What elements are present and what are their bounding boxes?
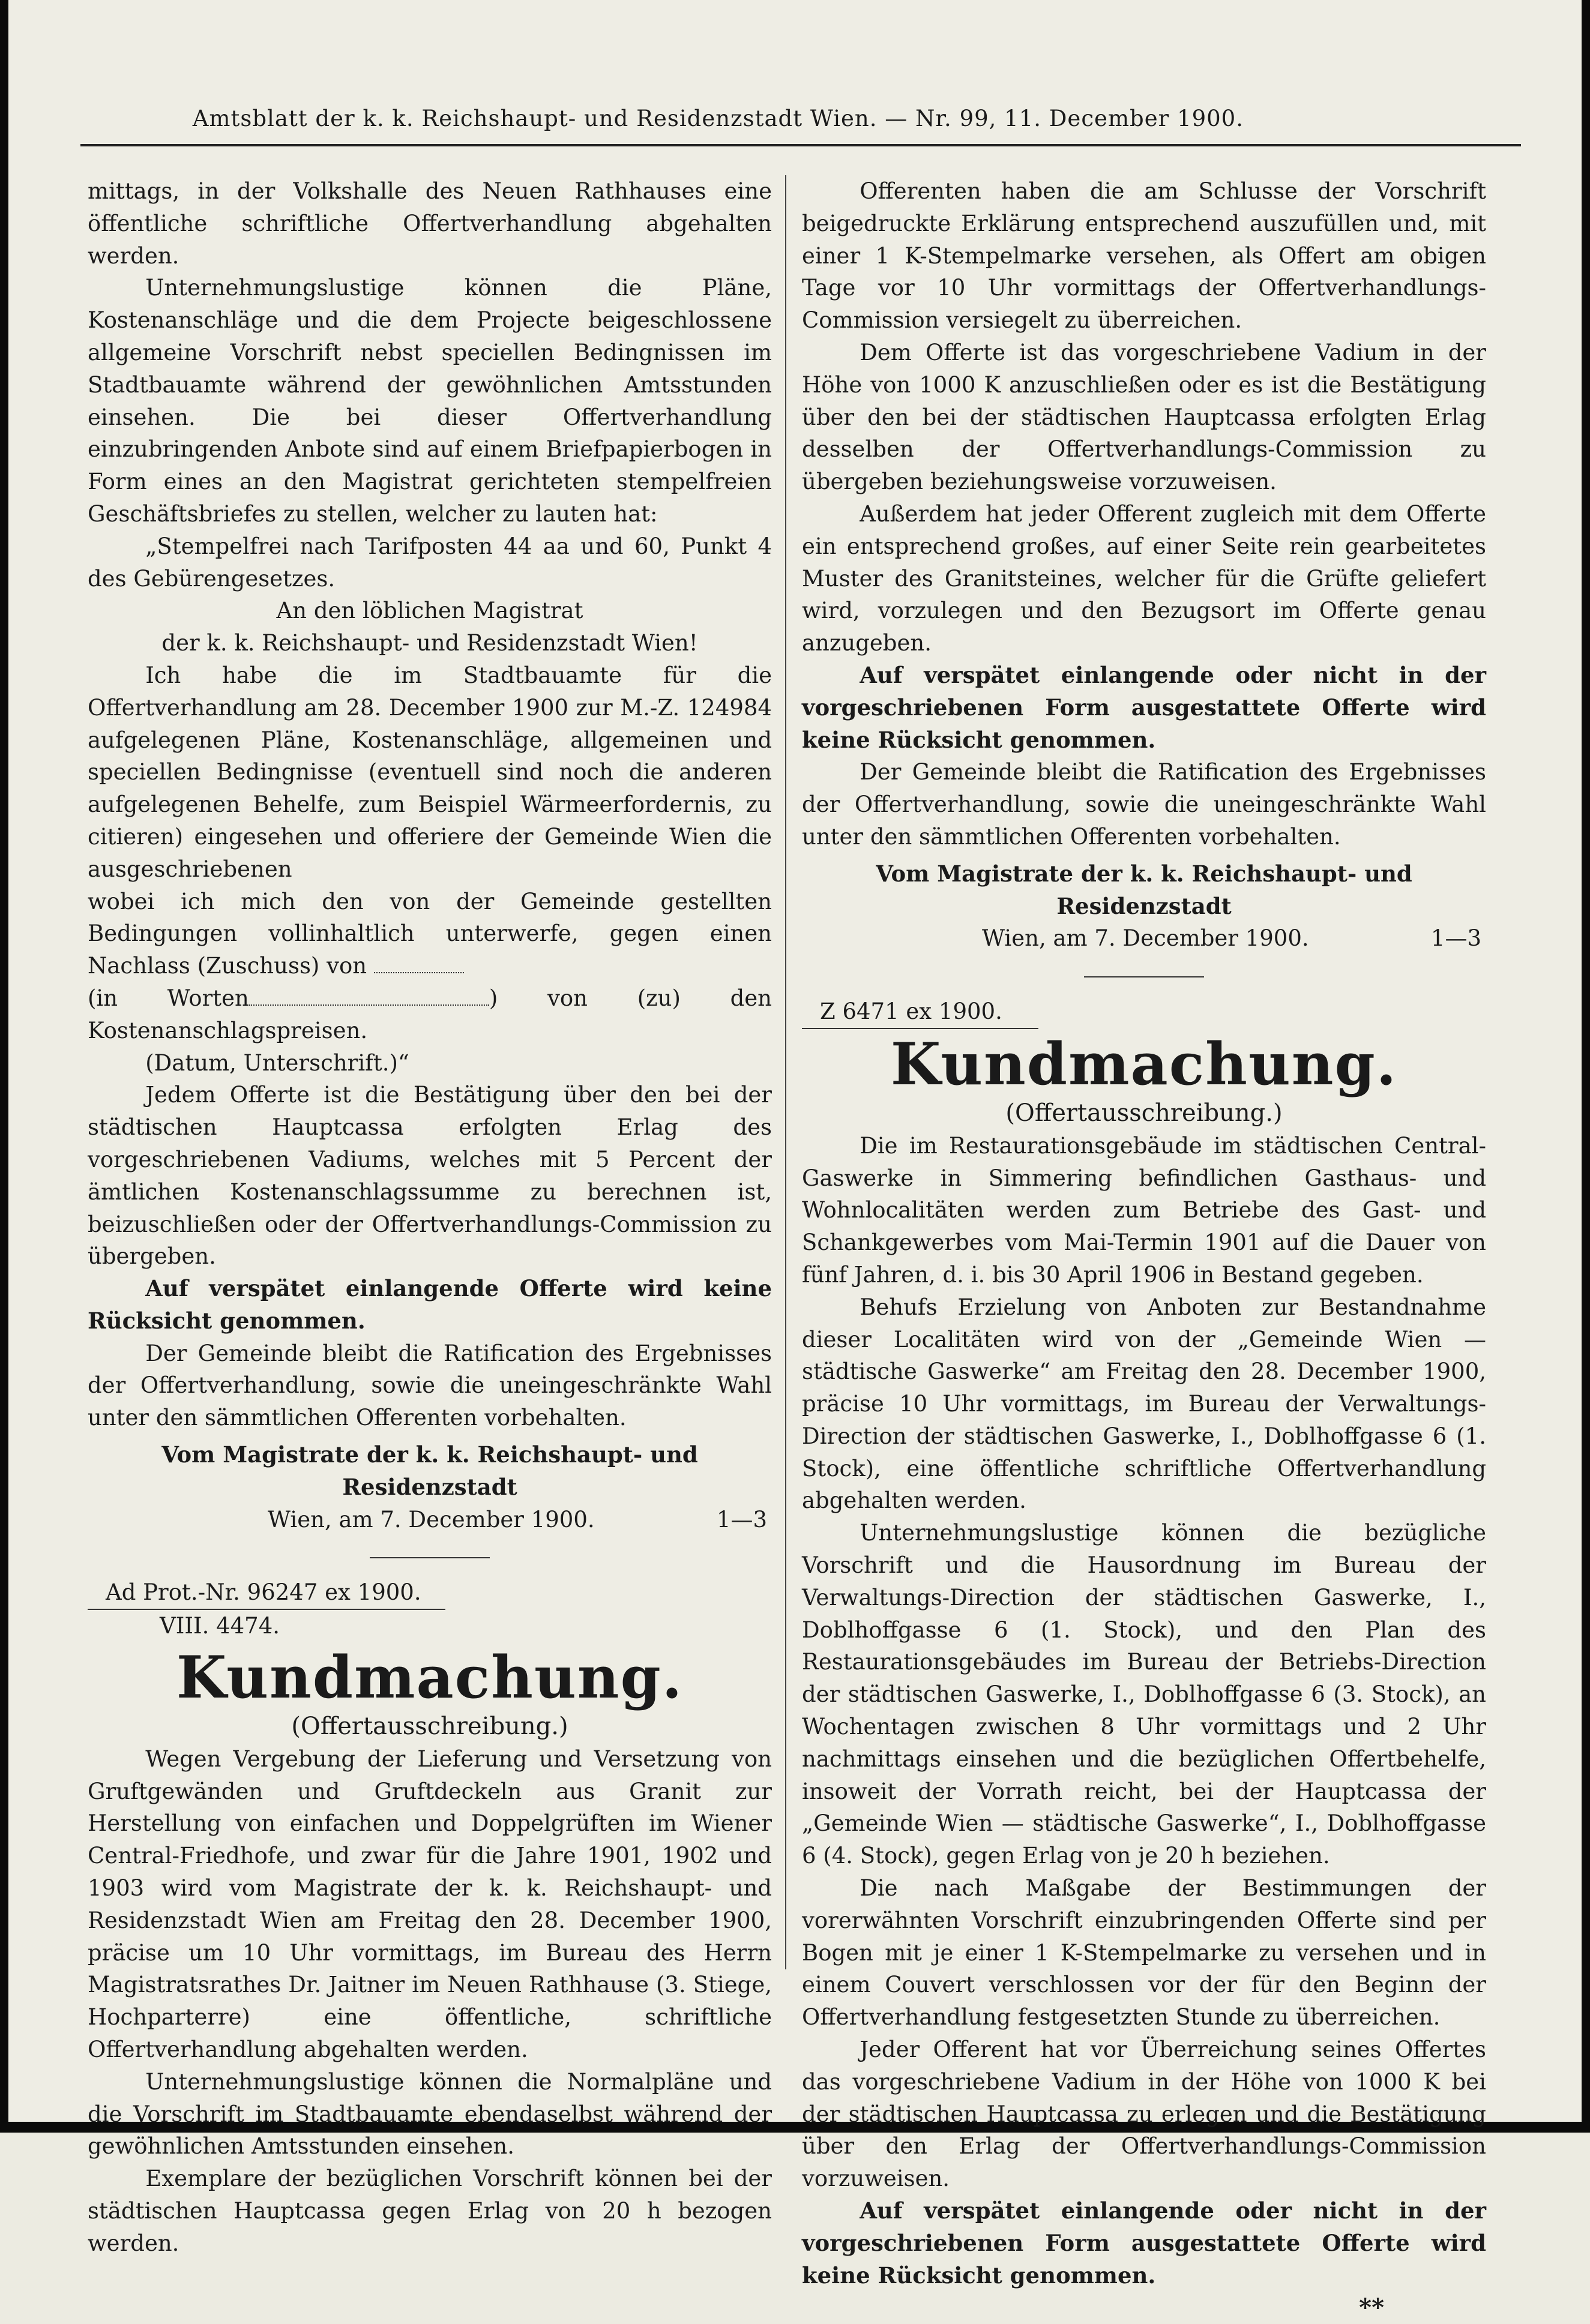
right-signature-date-line [802, 922, 1486, 955]
section-separator [370, 1557, 490, 1558]
left-ref-head: Ad Prot.-Nr. 96247 ex 1900. [88, 1576, 445, 1610]
right-paragraph-8: Unternehmungslustige können die bezügliche Vorschrift und die Hausordnung im Bureau der Verwaltungs-Direction der städtischen Gaswerke, I., Doblhoffgasse 6 (1. Stock), und den Plan des Restaurationsgebäudes im Bureau der Betriebs-Direction der städtischen Gaswerke, I., Doblhoffgasse 6 (3. Stock), an Wochentagen zwischen 8 Uhr vormittags und 2 Uhr nachmittags einsehen und die bezüglichen Offertbehelfe, insoweit der Vorrath reicht, bei der Hauptcassa der „Gemeinde Wien — städtische Gaswerke“, I., Doblhoffgasse 6 (4. Stock), gegen Erlag von je 20 h beziehen. [802, 1520, 1486, 1869]
left-paragraph-1: mittags, in der Volkshalle des Neuen Rathhauses eine öffentliche schriftliche Offertverhandlung abgehalten werden. [88, 178, 772, 269]
right-paragraph-9: Die nach Maßgabe der Bestimmungen der vorerwähnten Vorschrift einzubringenden Offerte sind per Bogen mit je einer 1 K-Stempelmarke zu versehen und in einem Couvert verschlossen vor der für den Beginn der Offertverhandlung festgesetzten Stunde zu überreichen. [802, 1875, 1486, 2031]
right-paragraph-4: Auf verspätet einlangende oder nicht in der vorgeschriebenen Form ausgestattete Offerte wird keine Rücksicht genommen. [802, 661, 1486, 753]
right-paragraph-1: Offerenten haben die am Schlusse der Vorschrift beigedruckte Erklärung entsprechend auszufüllen und, mit einer 1 K-Stempelmarke versehen, als Offert am obigen Tage vor 10 Uhr vormittags der Offertverhandlungs-Commission versiegelt zu überreichen. [802, 178, 1486, 334]
left-column [88, 175, 772, 2260]
blank-line [249, 1004, 489, 1006]
left-signature: Vom Magistrate der k. k. Reichshaupt- und Residenzstadt [161, 1441, 698, 1500]
right-column [802, 175, 1486, 2324]
header-rule [80, 144, 1521, 146]
right-ref-head: Z 6471 ex 1900. [802, 995, 1038, 1029]
right-paragraph-6: Die im Restaurationsgebäude im städtischen Central-Gaswerke in Simmering befindlichen Gasthaus- und Wohnlocalitäten werden zum Betriebe des Gast- und Schankgewerbes vom Mai-Termin 1901 auf die Dauer von fünf Jahren, d. i. bis 30 April 1906 in Bestand gegeben. [802, 1132, 1486, 1288]
left-paragraph-5b [88, 982, 772, 1047]
right-signature-ref: 1—3 [1430, 925, 1481, 952]
section-separator [1084, 976, 1204, 977]
left-paragraph-12: Exemplare der bezüglichen Vorschrift können bei der städtischen Hauptcassa gegen Erlag von 20 h bezogen werden. [88, 2166, 772, 2256]
left-paragraph-6: (Datum, Unterschrift.)“ [145, 1049, 409, 1076]
left-subref-line [88, 1610, 772, 1642]
left-paragraph-11: Unternehmungslustige können die Normalpläne und die Vorschrift im Stadtbauamte ebendaselbst während der gewöhnlichen Amtsstunden einsehen. [88, 2068, 772, 2160]
left-paragraph-5b-post: ) von (zu) den Kostenanschlagspreisen. [88, 985, 772, 1043]
left-paragraph-5a-text: wobei ich mich den von der Gemeinde gestellten Bedingungen vollinhaltlich unterwerfe, gegen einen Nachlass (Zuschuss) von [88, 888, 772, 979]
left-paragraph-7: Jedem Offerte ist die Bestätigung über den bei der städtischen Hauptcassa erfolgten Erlag des vorgeschriebenen Vadiums, welches mit 5 Percent der ämtlichen Kostenanschlagssumme zu berechnen ist, beizuschließen oder der Offertverhandlungs-Commission zu übergeben. [88, 1082, 772, 1270]
right-paragraph-3: Außerdem hat jeder Offerent zugleich mit dem Offerte ein entsprechend großes, auf einer Seite rein gearbeitetes Muster des Granitsteines, welcher für die Grüfte geliefert wird, vorzulegen und den Bezugsort im Offerte genau anzugeben. [802, 500, 1486, 656]
right-offert-subheading: (Offertausschreibung.) [1005, 1099, 1283, 1127]
right-paragraph-7: Behufs Erzielung von Anboten zur Bestandnahme dieser Localitäten wird von der „Gemeinde Wien — städtische Gaswerke“ am Freitag den 28. December 1900, präcise 10 Uhr vormittags, im Bureau der Verwaltungs-Direction der städtischen Gaswerke, I., Doblhoffgasse 6 (1. Stock), eine öffentliche schriftliche Offertverhandlung abgehalten werden. [802, 1294, 1486, 1514]
left-address-2: der k. k. Reichshaupt- und Residenzstadt Wien! [161, 630, 698, 656]
left-ref-line [88, 1576, 772, 1610]
right-paragraph-2: Dem Offerte ist das vorgeschriebene Vadium in der Höhe von 1000 K anzuschließen oder es ist die Bestätigung über den bei der städtischen Hauptcassa erfolgten Erlag desselben der Offertverhandlungs-Commission zu übergeben beziehungsweise vorzuweisen. [802, 339, 1486, 495]
blank-line [374, 972, 464, 973]
left-paragraph-3: „Stempelfrei nach Tarifposten 44 aa und 60, Punkt 4 des Gebürengesetzes. [88, 533, 772, 592]
left-signature-date-line [88, 1504, 772, 1536]
right-signature: Vom Magistrate der k. k. Reichshaupt- und Residenzstadt [876, 860, 1412, 919]
left-address-1: An den löblichen Magistrat [276, 598, 583, 624]
left-paragraph-2: Unternehmungslustige können die Pläne, Kostenanschläge und die dem Projecte beigeschlossene allgemeine Vorschrift nebst speciellen Bedingnissen im Stadtbauamte während der gewöhnlichen Amtsstunden einsehen. Die bei dieser Offertverhandlung einzubringenden Anbote sind auf einem Briefpapierbogen in Form eines an den Magistrat gerichteten stempelfreien Geschäftsbriefes zu stellen, welcher zu lauten hat: [88, 275, 772, 527]
left-signature-ref: 1—3 [716, 1506, 767, 1533]
left-offert-subheading: (Offertausschreibung.) [291, 1713, 568, 1741]
right-kundmachung-heading: Kundmachung. [890, 1030, 1398, 1098]
left-paragraph-5b-pre: (in Worten [88, 985, 249, 1011]
left-paragraph-4: Ich habe die im Stadtbauamte für die Offertverhandlung am 28. December 1900 zur M.-Z. 124984 aufgelegenen Pläne, Kostenanschläge, allgemeinen und speciellen Bedingnisse (eventuell sind noch die anderen aufgelegenen Behelfe, zum Beispiel Wärmeerfordernis, zu citieren) eingesehen und offeriere der Gemeinde Wien die ausgeschriebenen [88, 662, 772, 882]
right-paragraph-5: Der Gemeinde bleibt die Ratification des Ergebnisses der Offertverhandlung, sowie die uneingeschränkte Wahl unter den sämmtlichen Offerenten vorbehalten. [802, 759, 1486, 850]
column-divider [785, 175, 786, 1969]
left-paragraph-8: Auf verspätet einlangende Offerte wird keine Rücksicht genommen. [88, 1275, 772, 1334]
left-sub-ref: VIII. 4474. [160, 1613, 280, 1639]
right-paragraph-10: Jeder Offerent hat vor Überreichung seines Offertes das vorgeschriebene Vadium in der Höhe von 1000 K bei der städtischen Hauptcassa zu erlegen und die Bestätigung über den Erlag der Offertverhandlungs-Commission vorzuweisen. [802, 2037, 1486, 2192]
left-paragraph-5a [88, 886, 772, 982]
left-paragraph-10: Wegen Vergebung der Lieferung und Versetzung von Gruftgewänden und Gruftdeckeln aus Granit zur Herstellung von einfachen und Doppelgrüften im Wiener Central-Friedhofe, und zwar für die Jahre 1901, 1902 und 1903 wird vom Magistrate der k. k. Reichshaupt- und Residenzstadt Wien am Freitag den 28. December 1900, präcise um 10 Uhr vormittags, im Bureau des Herrn Magistratsrathes Dr. Jaitner im Neuen Rathhause (3. Stiege, Hochparterre) eine öffentliche, schriftliche Offertverhandlung abgehalten werden. [88, 1746, 772, 2063]
right-ref-line [802, 995, 1486, 1029]
end-stars: ** [1359, 2293, 1384, 2322]
left-paragraph-9: Der Gemeinde bleibt die Ratification des Ergebnisses der Offertverhandlung, sowie die uneingeschränkte Wahl unter den sämmtlichen Offerenten vorbehalten. [88, 1340, 772, 1431]
right-signature-date: Wien, am 7. December 1900. [982, 925, 1309, 952]
page-header: Amtsblatt der k. k. Reichshaupt- und Residenzstadt Wien. — Nr. 99, 11. December 1900. [192, 106, 1244, 131]
left-signature-date: Wien, am 7. December 1900. [268, 1506, 595, 1533]
left-kundmachung-heading: Kundmachung. [176, 1644, 684, 1712]
right-paragraph-11: Auf verspätet einlangende oder nicht in der vorgeschriebenen Form ausgestattete Offerte wird keine Rücksicht genommen. [802, 2197, 1486, 2289]
